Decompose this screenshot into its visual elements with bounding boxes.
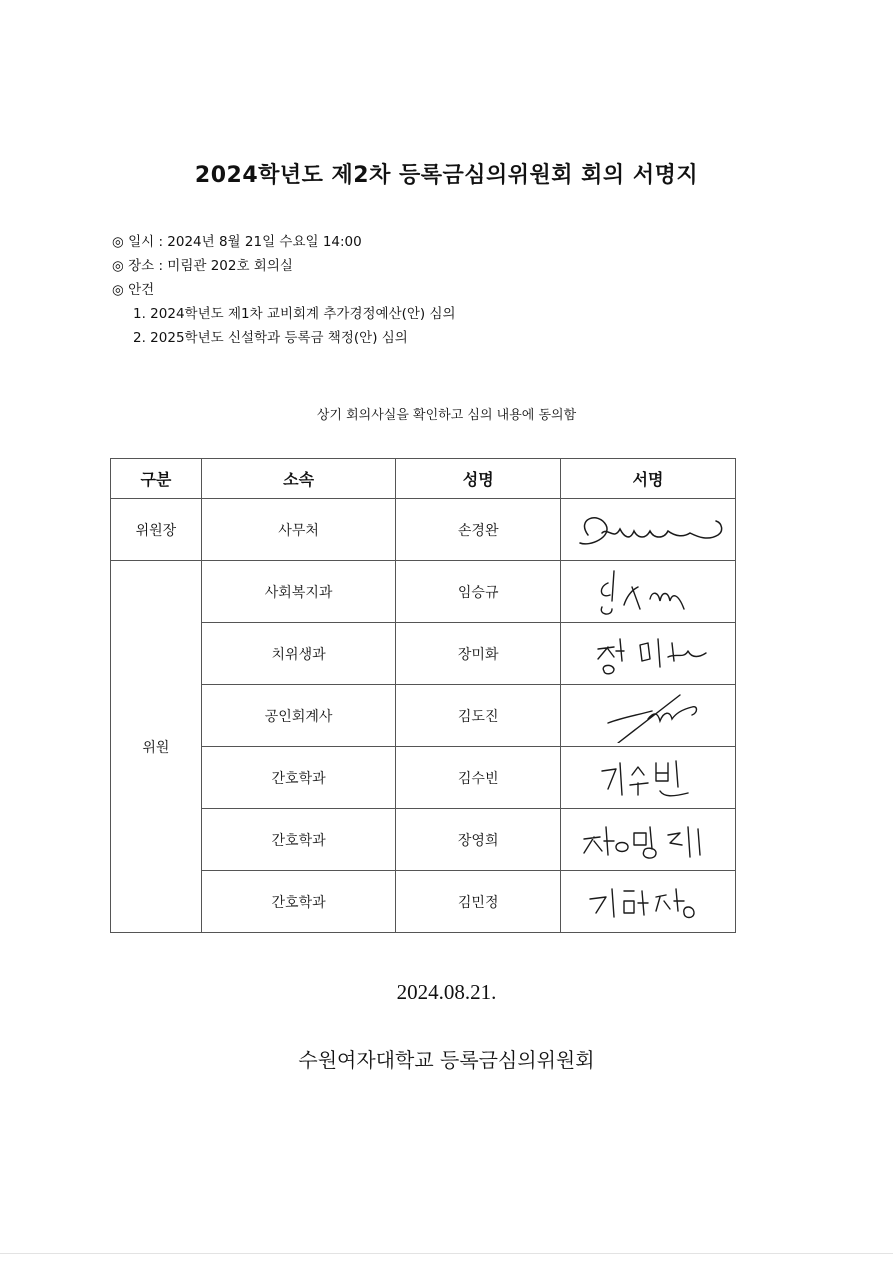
scan-edge-line <box>0 1253 893 1254</box>
name-cell: 임승규 <box>396 561 561 623</box>
confirmation-text: 상기 회의사실을 확인하고 심의 내용에 동의함 <box>316 408 577 423</box>
category-member: 위원 <box>111 561 202 933</box>
signature-cell <box>561 747 736 809</box>
affiliation-cell: 사무처 <box>201 499 396 561</box>
agenda-item: 2. 2025학년도 신설학과 등록금 책정(안) 심의 <box>133 330 408 346</box>
header-affiliation: 소속 <box>201 459 396 499</box>
name-cell: 김민정 <box>396 871 561 933</box>
table-row <box>111 499 736 561</box>
table-row <box>111 809 736 871</box>
header-signature: 서명 <box>561 459 736 499</box>
signature-cell <box>561 499 736 561</box>
table-row <box>111 561 736 623</box>
signature-image <box>568 627 728 681</box>
affiliation-cell: 간호학과 <box>201 871 396 933</box>
name-cell: 장미화 <box>396 623 561 685</box>
name-cell: 장영희 <box>396 809 561 871</box>
signature-cell <box>561 871 736 933</box>
signature-cell <box>561 809 736 871</box>
signature-image <box>568 689 728 743</box>
signature-cell <box>561 623 736 685</box>
signature-image <box>568 505 728 555</box>
table-row <box>111 685 736 747</box>
name-cell: 김수빈 <box>396 747 561 809</box>
document-title: 2024학년도 제2차 등록금심의위원회 회의 서명지 <box>194 163 699 188</box>
table-row <box>111 871 736 933</box>
meeting-info <box>112 230 456 350</box>
signature-table <box>110 458 736 933</box>
affiliation-cell: 공인회계사 <box>201 685 396 747</box>
signature-image <box>568 813 728 867</box>
header-name: 성명 <box>396 459 561 499</box>
header-category: 구분 <box>111 459 202 499</box>
name-cell: 김도진 <box>396 685 561 747</box>
table-header-row <box>111 459 736 499</box>
signature-image <box>568 875 728 929</box>
signed-date: 2024.08.21. <box>396 980 497 1004</box>
agenda-label: ◎ 안건 <box>112 282 155 298</box>
organization-name: 수원여자대학교 등록금심의위원회 <box>298 1048 595 1072</box>
table-row <box>111 747 736 809</box>
signature-image <box>568 751 728 805</box>
affiliation-cell: 간호학과 <box>201 747 396 809</box>
affiliation-cell: 간호학과 <box>201 809 396 871</box>
agenda-item: 1. 2024학년도 제1차 교비회계 추가경정예산(안) 심의 <box>133 306 456 322</box>
affiliation-cell: 치위생과 <box>201 623 396 685</box>
category-chair: 위원장 <box>111 499 202 561</box>
table-row <box>111 623 736 685</box>
meeting-place: ◎ 장소 : 미림관 202호 회의실 <box>112 258 293 274</box>
signature-image <box>568 565 728 619</box>
affiliation-cell: 사회복지과 <box>201 561 396 623</box>
meeting-date: ◎ 일시 : 2024년 8월 21일 수요일 14:00 <box>112 234 362 250</box>
signature-cell <box>561 685 736 747</box>
name-cell: 손경완 <box>396 499 561 561</box>
signature-cell <box>561 561 736 623</box>
